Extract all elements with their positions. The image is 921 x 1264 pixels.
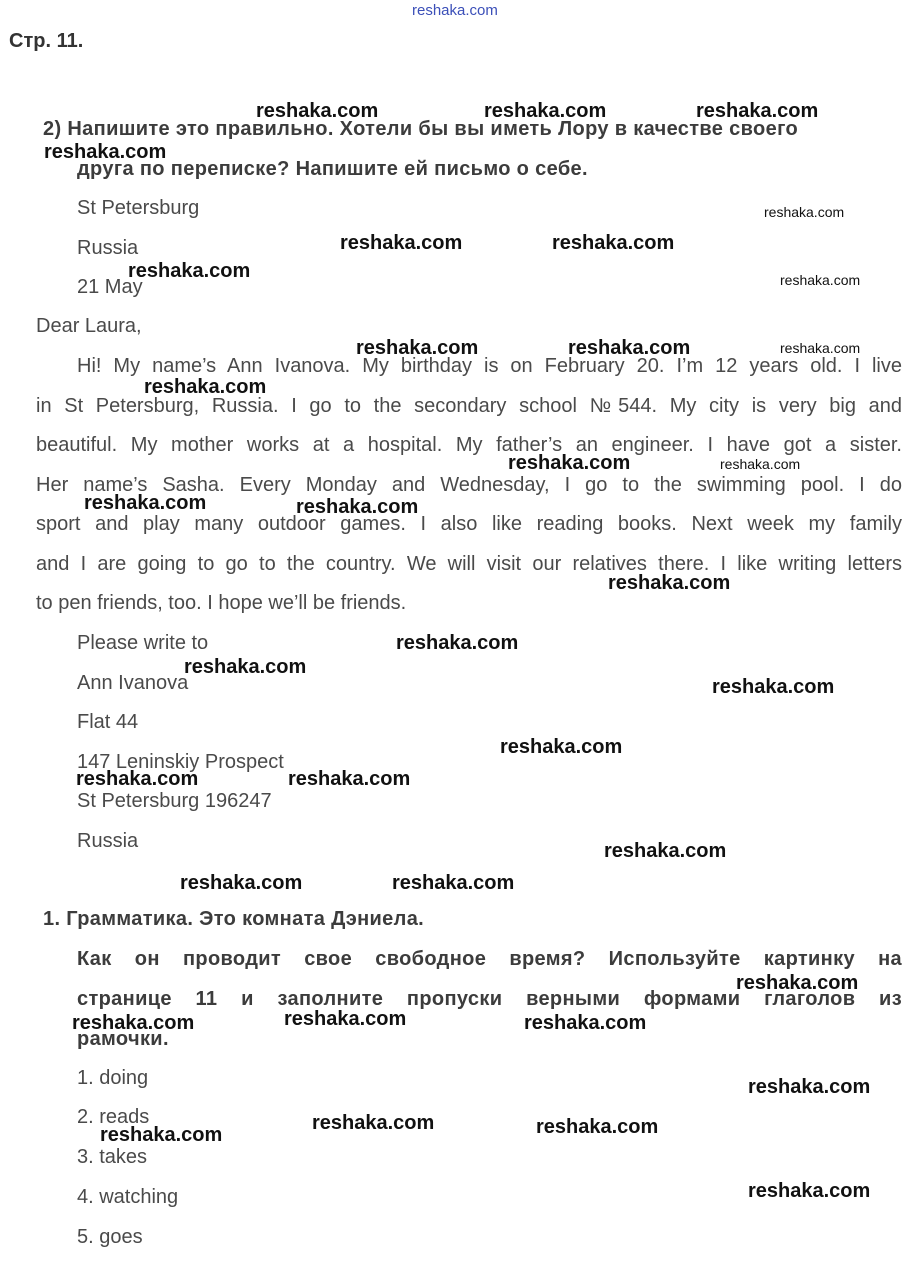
site-header-link[interactable]: reshaka.com	[412, 2, 498, 19]
watermark: reshaka.com	[608, 572, 731, 594]
watermark: reshaka.com	[392, 872, 515, 894]
address-city: St Petersburg	[77, 197, 200, 219]
letter-body-line: Hi! My name’s Ann Ivanova. My birthday is on February 20. I’m 12 years old. I live	[77, 355, 902, 377]
watermark: reshaka.com	[296, 496, 419, 518]
task-2-line-1: 2) Напишите это правильно. Хотели бы вы иметь Лору в качестве своего	[43, 118, 799, 140]
answer-item: 4. watching	[77, 1186, 179, 1208]
watermark: reshaka.com	[500, 736, 623, 758]
watermark: reshaka.com	[780, 272, 861, 288]
answer-item: 1. doing	[77, 1067, 149, 1089]
letter-body-line: and I are going to go to the country. We will visit our relatives there. I like writing letters	[36, 553, 902, 575]
letter-body-line: Her name’s Sasha. Every Monday and Wednesday, I go to the swimming pool. I do	[36, 474, 902, 496]
letter-greeting: Dear Laura,	[36, 315, 142, 337]
watermark: reshaka.com	[84, 492, 207, 514]
task-1-question-line: рамочки.	[77, 1028, 169, 1050]
watermark: reshaka.com	[604, 840, 727, 862]
watermark: reshaka.com	[256, 100, 379, 122]
watermark: reshaka.com	[340, 232, 463, 254]
letter-body-line: to pen friends, too. I hope we’ll be friends.	[36, 592, 407, 614]
letter-body-line: in St Petersburg, Russia. I go to the secondary school №544. My city is very big and	[36, 395, 902, 417]
watermark: reshaka.com	[748, 1180, 871, 1202]
task-2-line-2: друга по переписке? Напишите ей письмо о себе.	[77, 158, 588, 180]
watermark: reshaka.com	[356, 337, 479, 359]
closing-street: 147 Leninskiy Prospect	[77, 751, 284, 773]
closing-country: Russia	[77, 830, 139, 852]
watermark: reshaka.com	[720, 456, 801, 472]
closing-name: Ann Ivanova	[77, 672, 189, 694]
page-number: Стр. 11.	[9, 30, 84, 52]
closing-line: Please write to	[77, 632, 209, 654]
watermark: reshaka.com	[312, 1112, 435, 1134]
watermark: reshaka.com	[396, 632, 519, 654]
watermark: reshaka.com	[736, 972, 859, 994]
watermark: reshaka.com	[44, 141, 167, 163]
watermark: reshaka.com	[100, 1124, 223, 1146]
watermark: reshaka.com	[552, 232, 675, 254]
watermark: reshaka.com	[72, 1012, 195, 1034]
watermark: reshaka.com	[184, 656, 307, 678]
task-1-question-line: Как он проводит свое свободное время? Используйте картинку на	[77, 948, 902, 970]
watermark: reshaka.com	[780, 340, 861, 356]
answer-item: 2. reads	[77, 1106, 150, 1128]
answer-item: 3. takes	[77, 1146, 148, 1168]
letter-date: 21 May	[77, 276, 143, 298]
watermark: reshaka.com	[748, 1076, 871, 1098]
watermark: reshaka.com	[712, 676, 835, 698]
letter-body-line: beautiful. My mother works at a hospital. My father’s an engineer. I have got a sister.	[36, 434, 902, 456]
watermark: reshaka.com	[508, 452, 631, 474]
answer-item: 5. goes	[77, 1226, 143, 1248]
watermark: reshaka.com	[288, 768, 411, 790]
watermark: reshaka.com	[180, 872, 303, 894]
watermark: reshaka.com	[536, 1116, 659, 1138]
task-1-question-line: странице 11 и заполните пропуски верными формами глаголов из	[77, 988, 902, 1010]
watermark: reshaka.com	[696, 100, 819, 122]
watermark: reshaka.com	[524, 1012, 647, 1034]
address-country: Russia	[77, 237, 139, 259]
task-1-title: 1. Грамматика. Это комната Дэниела.	[43, 908, 425, 930]
closing-city: St Petersburg 196247	[77, 790, 272, 812]
letter-body-line: sport and play many outdoor games. I also like reading books. Next week my family	[36, 513, 902, 535]
watermark: reshaka.com	[484, 100, 607, 122]
watermark: reshaka.com	[764, 204, 845, 220]
watermark: reshaka.com	[284, 1008, 407, 1030]
watermark: reshaka.com	[128, 260, 251, 282]
watermark: reshaka.com	[568, 337, 691, 359]
watermark: reshaka.com	[76, 768, 199, 790]
watermark: reshaka.com	[144, 376, 267, 398]
closing-flat: Flat 44	[77, 711, 139, 733]
